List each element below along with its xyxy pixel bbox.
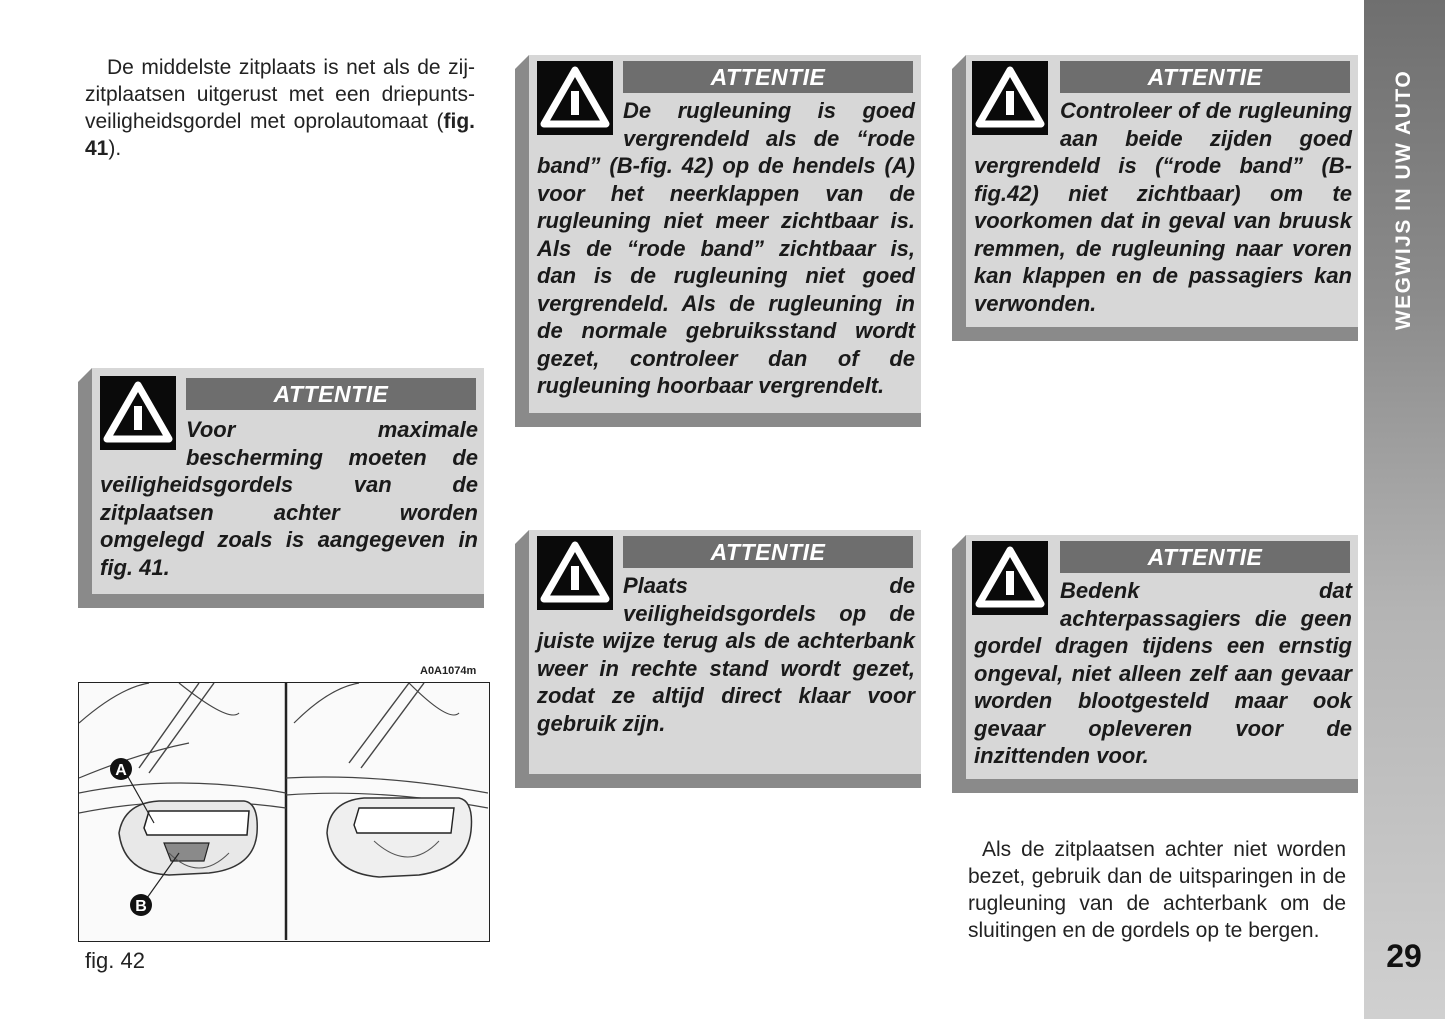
warning-text: Bedenk dat achterpassagiers die geen gordel dragen tijdens een ernstig ongeval, niet alleen zelf aan gevaar worden blootgesteld maar ook gevaar opleveren voor de inzittenden voor. [974,578,1352,768]
label-b: B [135,898,147,915]
warning-header: ATTENTIE [186,378,476,410]
figure-caption: fig. 42 [85,948,145,973]
figure-code: A0A1074m [420,665,477,677]
warning-text: Plaats de veiligheidsgordels op de juiste wijze terug als de achterbank weer in rechte stand wordt gezet, zodat ze altijd direct klaar voor gebruik zijn. [537,573,915,736]
intro-paragraph [85,54,475,162]
label-a: A [115,762,127,779]
warning-header: ATTENTIE [623,61,913,93]
section-title: WEGWIJS IN UW AUTO [1392,69,1415,331]
intro-text-end: ). [108,137,122,160]
warning-box-seatbelt-protection [78,368,484,608]
warning-box-backrest-check [952,55,1358,341]
warning-text: Controleer of de rugleuning aan beide zijden goed vergrendeld is (“rode band” (B-fig.42) niet zichtbaar) om te voorkomen dat in geval van bruusk remmen, de rugleuning naar voren kan klappen en de passagiers kan verwonden. [974,98,1352,316]
storage-paragraph: Als de zitplaatsen achter niet worden bezet, gebruik dan de uitsparingen in de rugleuning van de achterbank om de sluitingen en de gordels op te bergen. [968,838,1346,942]
figure-42-illustration [78,682,490,942]
figure-reference: fig. 41 [85,110,475,160]
warning-box-seatbelt-return [515,530,921,788]
warning-text: Voor maximale bescherming moeten de veiligheidsgordels van de zitplaatsen achter worden omgelegd zoals is aangegeven in fig. 41. [100,417,478,580]
intro-text: De middelste zitplaats is net als de zij-zitplaatsen uitgerust met een driepunts-veiligheidsgordel met oprolautomaat ( [85,56,475,133]
warning-header: ATTENTIE [623,536,913,568]
warning-box-backrest-lock [515,55,921,427]
warning-text: De rugleuning is goed vergrendeld als de “rode band” (B-fig. 42) op de hendels (A) voor het neerklappen van de rugleuning niet meer zichtbaar is. Als de “rode band” zichtbaar is, dan is de rugleuning niet goed vergrendeld. Als de rugleuning in de normale gebruiksstand wordt gezet, controleer dan of de rugleuning hoorbaar vergrendelt. [537,98,915,398]
warning-box-rear-passengers [952,535,1358,793]
warning-header: ATTENTIE [1060,61,1350,93]
page-number: 29 [1386,938,1422,974]
warning-header: ATTENTIE [1060,541,1350,573]
seat-backrest-drawing [79,683,488,940]
